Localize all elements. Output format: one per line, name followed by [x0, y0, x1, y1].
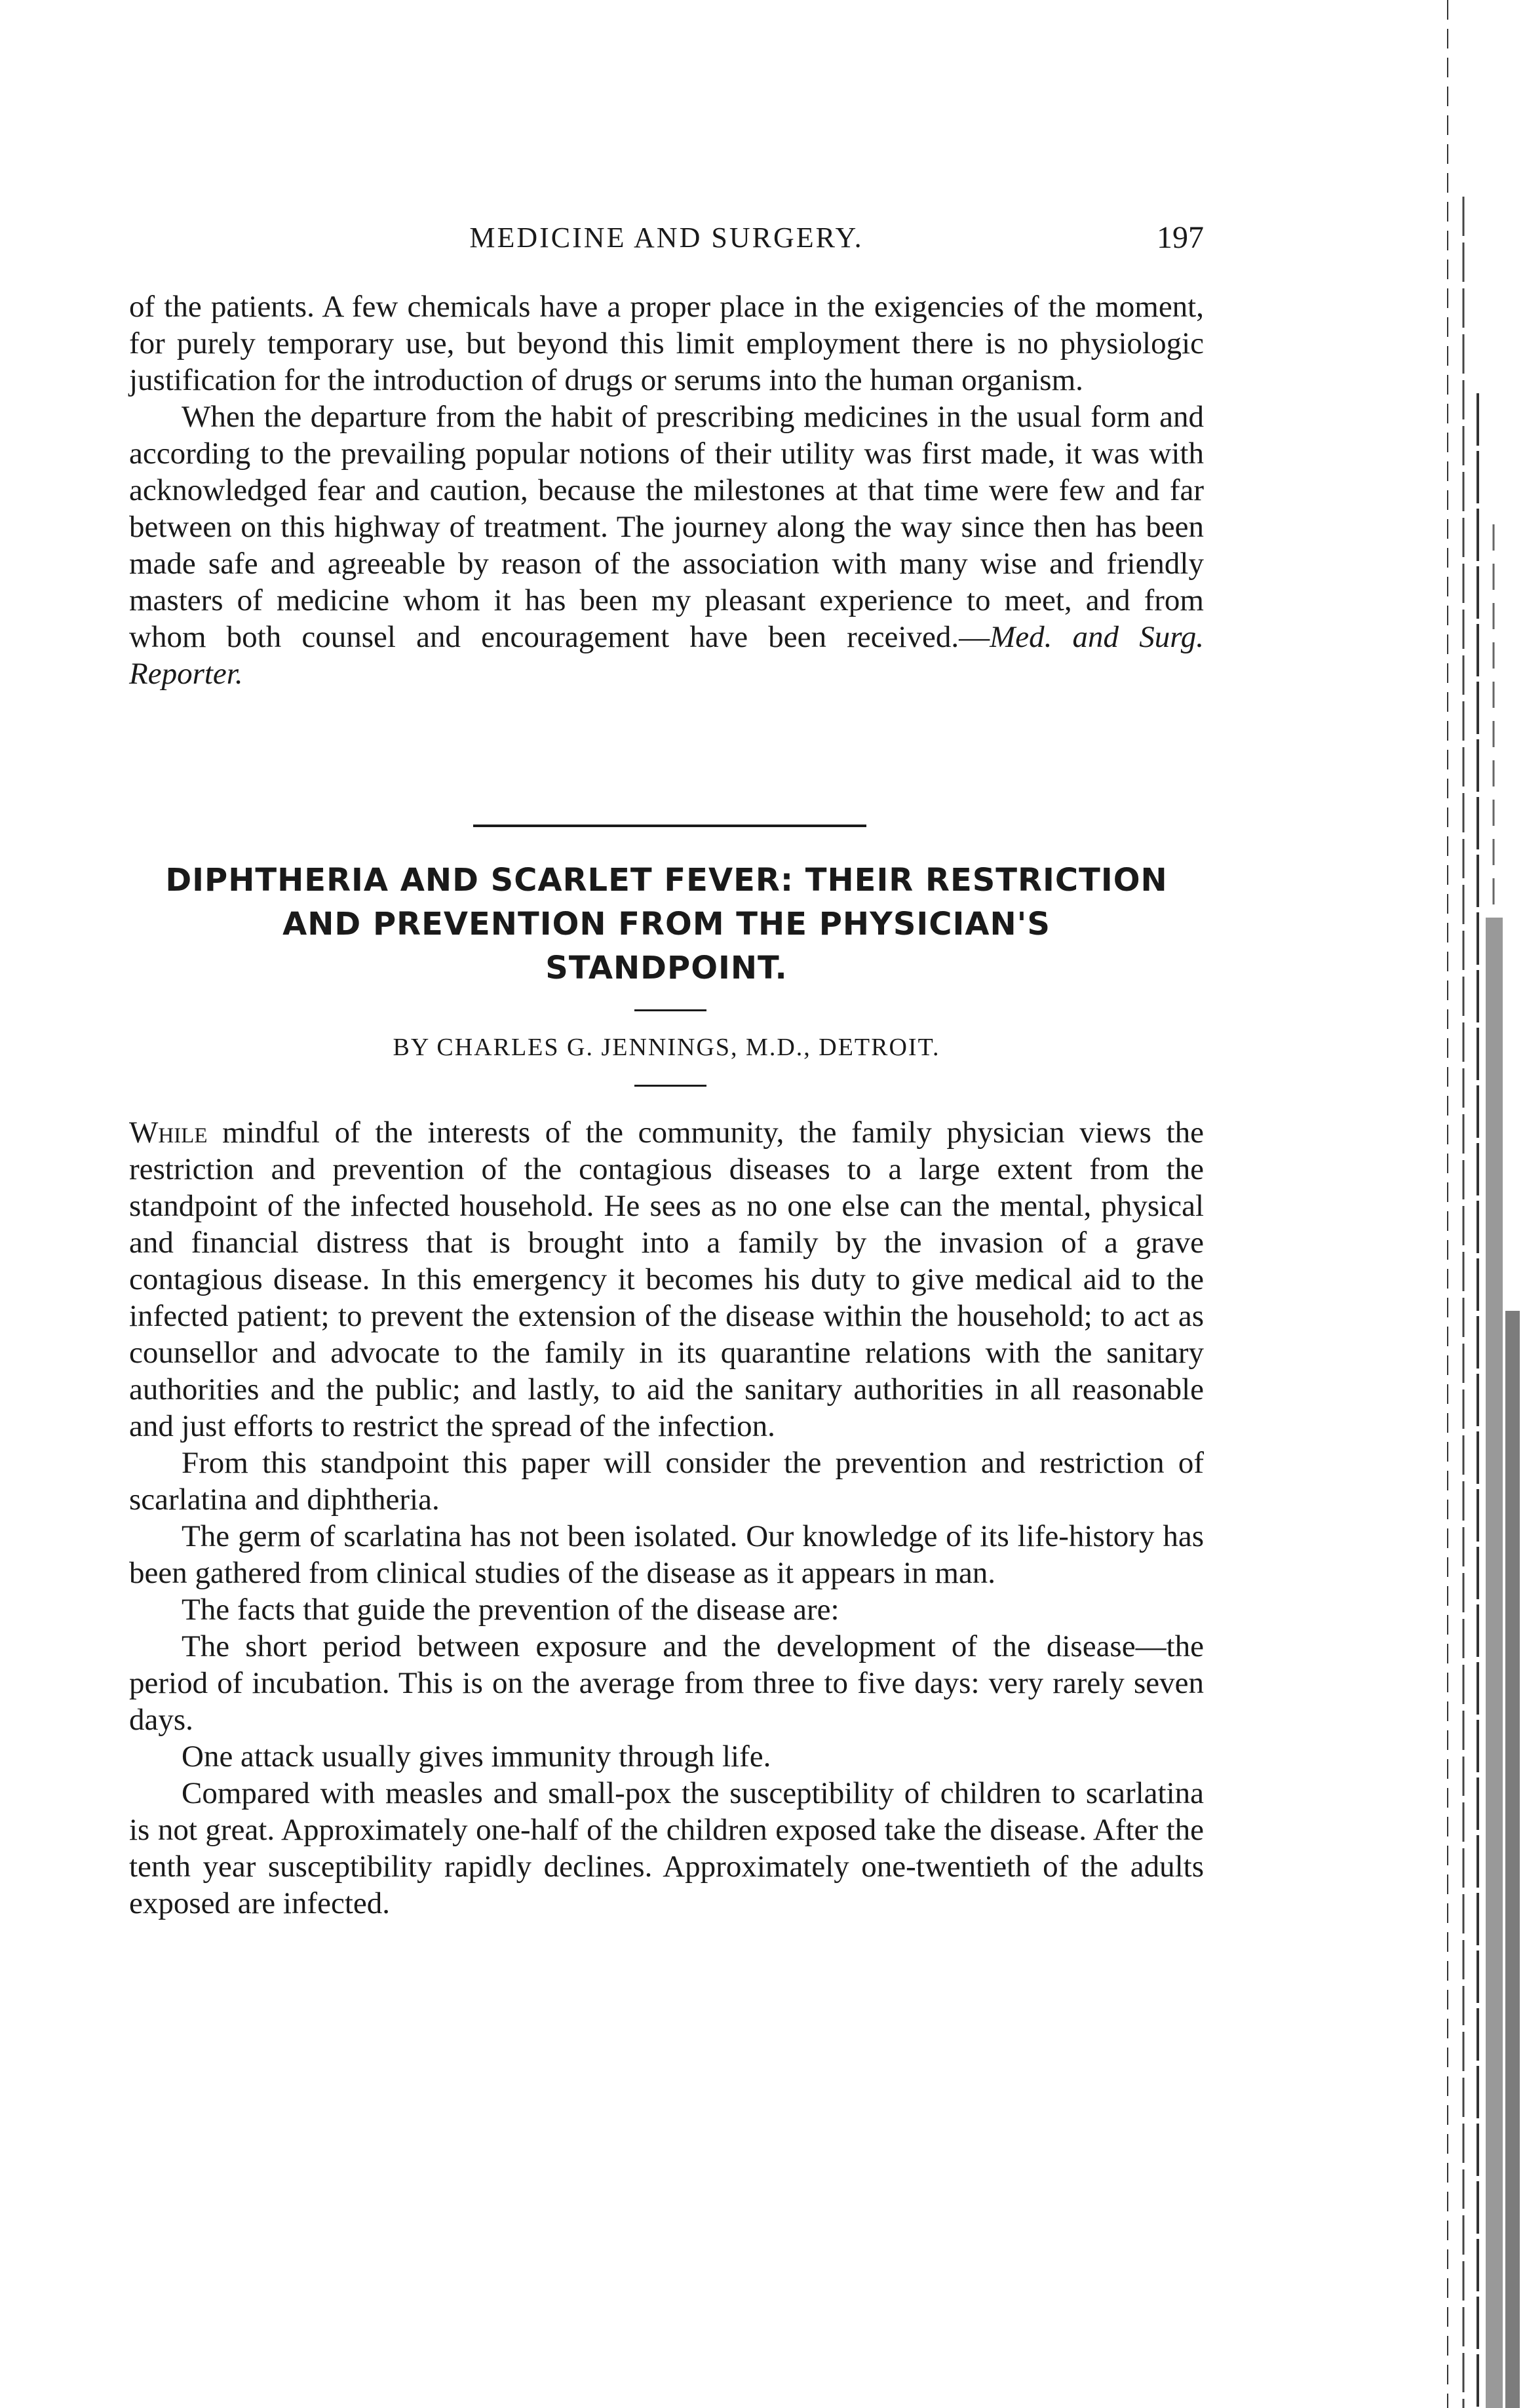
article-separator-rule [473, 825, 866, 827]
article-paragraph-1 [129, 1114, 1204, 1445]
continuation-paragraph-2 [129, 398, 1204, 692]
title-rule [634, 1009, 706, 1011]
article-paragraph-6: One attack usually gives immunity through life. [182, 1739, 771, 1774]
article-body [129, 1114, 1204, 1922]
author-byline: BY CHARLES G. JENNINGS, M.D., DETROIT. [393, 1034, 940, 1061]
previous-article-continuation [129, 288, 1204, 692]
source-citation: Med. and Surg. Reporter. [129, 620, 1204, 691]
article-title-line-3: STANDPOINT. [545, 950, 788, 986]
page-number: 197 [1157, 220, 1204, 255]
scanned-page-edge [1445, 0, 1525, 2408]
continuation-paragraph-2-text: When the departure from the habit of prescribing medicines in the usual form and according to the prevailing popular notions of their utility was first made, it was with acknowledged fear and caution, because the milestones at that time were few and far between on this highway of treatment. The journey along the way since then has been made safe and agreeable by reason of the association with many wise and friendly masters of medicine whom it has been my pleasant experience to meet, and from whom both counsel and encouragement have been received.— [129, 400, 1204, 654]
article-paragraph-5: The short period between exposure and the development of the disease—the period of incubation. This is on the average from three to five days: very rarely seven days. [129, 1629, 1204, 1737]
article-title-line-1: DIPHTHERIA AND SCARLET FEVER: THEIR RESTRICTION [165, 862, 1168, 899]
byline-rule [634, 1085, 706, 1087]
article-title-line-2: AND PREVENTION FROM THE PHYSICIAN'S [282, 906, 1051, 942]
article-paragraph-4: The facts that guide the prevention of the disease are: [182, 1593, 840, 1627]
article-paragraph-2: From this standpoint this paper will consider the prevention and restriction of scarlatina and diphtheria. [129, 1446, 1204, 1517]
page-header [129, 218, 1204, 258]
lead-word: While [129, 1116, 208, 1150]
article-paragraph-3: The germ of scarlatina has not been isolated. Our knowledge of its life-history has been gathered from clinical studies of the disease as it appears in man. [129, 1519, 1204, 1590]
running-title: MEDICINE AND SURGERY. [469, 222, 864, 254]
article-title [129, 859, 1204, 990]
continuation-paragraph-1: of the patients. A few chemicals have a proper place in the exigencies of the moment, for purely temporary use, but beyond this limit employment there is no physiologic justification for the introduction of drugs or serums into the human organism. [129, 290, 1204, 397]
article-paragraph-7: Compared with measles and small-pox the susceptibility of children to scarlatina is not great. Approximately one-half of the children exposed take the disease. After the tenth year susceptibility rapidly declines. Approximately one-twentieth of the adults exposed are infected. [129, 1776, 1204, 1920]
article-paragraph-1-text: mindful of the interests of the community, the family physician views the restriction and prevention of the contagious diseases to a large extent from the standpoint of the infected household. He sees as no one else can the mental, physical and financial distress that is brought into a family by the invasion of a grave contagious disease. In this emergency it becomes his duty to give medical aid to the infected patient; to prevent the extension of the disease within the household; to act as counsellor and advocate to the family in its quarantine relations with the sanitary authorities and the public; and lastly, to aid the sanitary authorities in all reasonable and just efforts to restrict the spread of the infection. [129, 1116, 1204, 1443]
